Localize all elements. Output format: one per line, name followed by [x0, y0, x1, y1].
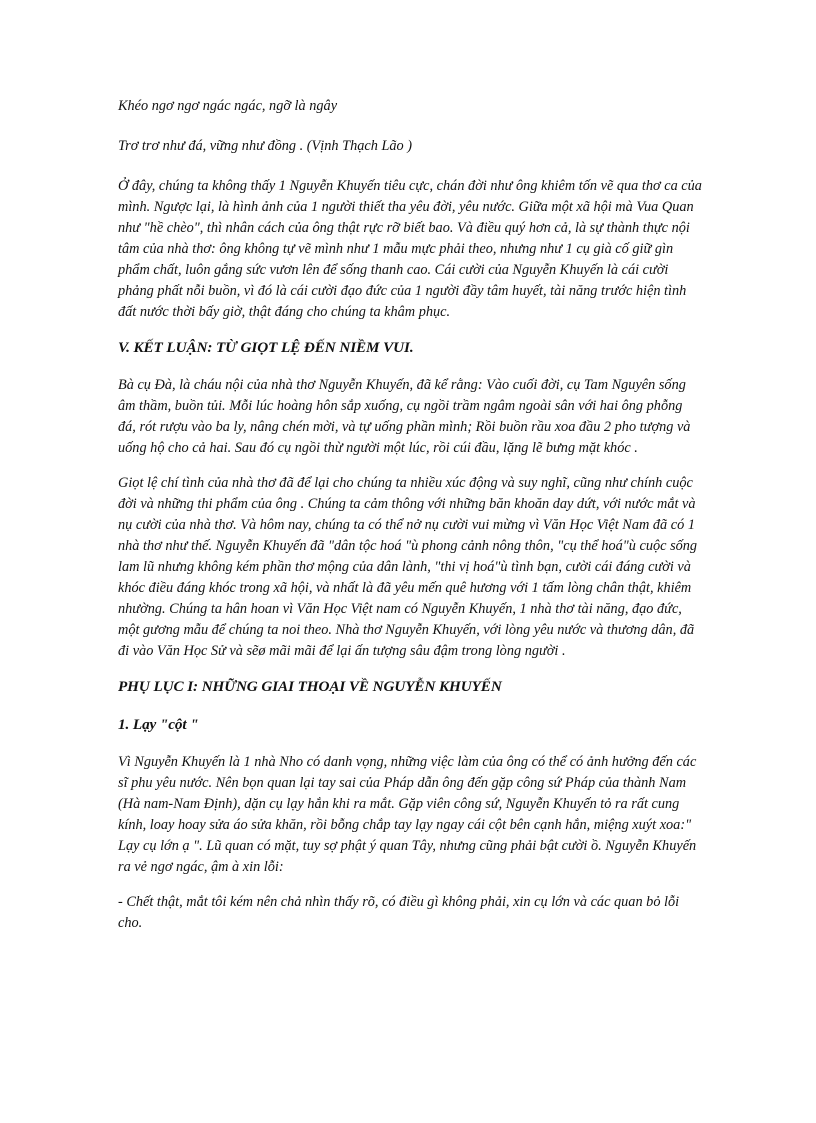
- heading-appendix: PHỤ LỤC I: NHỮNG GIAI THOẠI VỀ NGUYỄN KHUYẾN: [118, 678, 502, 695]
- verse-line-2: Trơ trơ như đá, vững như đồng . (Vịnh Thạch Lão ): [118, 138, 413, 154]
- heading-anecdote-1: 1. Lạy "cột ": [118, 716, 199, 733]
- paragraph-anecdote-ba-cu-da: Bà cụ Đà, là cháu nội của nhà thơ Nguyễn Khuyến, đã kể rằng: Vào cuối đời, cụ Tam Nguyên sống âm thầm, buồn tủi. Mỗi lúc hoàng hôn sắp xuống, cụ ngồi trầm ngâm ngoài sân với hai ông phỗng đá, rót rượu vào ba ly, nâng chén mời, và tự uống phần mình; Rồi buồn rầu xoa đầu 2 pho tượng và uống hộ cho cả hai. Sau đó cụ ngồi thừ người một lúc, rồi cúi đầu, lặng lẽ bưng mặt khóc .: [118, 377, 691, 456]
- paragraph-reflection: Ở đây, chúng ta không thấy 1 Nguyễn Khuyến tiêu cực, chán đời như ông khiêm tốn vẽ qua thơ ca của mình. Ngược lại, là hình ảnh của 1 người thiết tha yêu đời, yêu nước. Giữa một xã hội mà Vua Quan như "hề chèo", thì nhân cách của ông thật rực rỡ biết bao. Và điều quý hơn cả, là sự thành thực nội tâm của nhà thơ: ông không tự vẽ mình như 1 mẫu mực phải theo, nhưng như 1 cụ già cố giữ gìn phẩm chất, luôn gắng sức vươn lên để sống thanh cao. Cái cười của Nguyễn Khuyến là cái cười phảng phất nỗi buồn, vì đó là cái cười đạo đức của 1 người đầy tâm huyết, tài năng trước hiện tình đất nước thời bấy giờ, thật đáng cho chúng ta khâm phục.: [118, 178, 702, 320]
- paragraph-anecdote-bowing: Vì Nguyễn Khuyến là 1 nhà Nho có danh vọng, những việc làm của ông có thể có ảnh hưởng đến các sĩ phu yêu nước. Nên bọn quan lại tay sai của Pháp dẫn ông đến gặp công sứ Pháp của thành Nam (Hà nam-Nam Định), dặn cụ lạy hắn khi ra mắt. Gặp viên công sứ, Nguyễn Khuyến tỏ ra rất cung kính, loay hoay sửa áo sửa khăn, rồi bỗng chắp tay lạy ngay cái cột bên cạnh hắn, miệng xuýt xoa:" Lạy cụ lớn ạ ". Lũ quan có mặt, tuy sợ phật ý quan Tây, nhưng cũng phải bật cười ồ. Nguyễn Khuyến ra vẻ ngơ ngác, ậm à xin lỗi:: [118, 754, 697, 875]
- document-page: [118, 96, 703, 934]
- verse-line-1: Khéo ngơ ngơ ngác ngác, ngỡ là ngây: [118, 98, 338, 114]
- paragraph-tears-of-poet: Giọt lệ chí tình của nhà thơ đã để lại cho chúng ta nhiều xúc động và suy nghĩ, cũng như chính cuộc đời và những thi phẩm của ông . Chúng ta cảm thông với những băn khoăn day dứt, với nước mắt và nụ cười của nhà thơ. Và hôm nay, chúng ta có thể nở nụ cười vui mừng vì Văn Học Việt Nam đã có 1 nhà thơ như thế. Nguyễn Khuyến đã "dân tộc hoá "ù phong cảnh nông thôn, "cụ thể hoá"ù cuộc sống lam lũ nhưng không kém phần thơ mộng của dân lành, "thi vị hoá"ù tình bạn, cười cái đáng cười và khóc điều đáng khóc trong xã hội, và nhất là đã yêu mến quê hương với 1 tấm lòng chân thật, khiêm nhường. Chúng ta hân hoan vì Văn Học Việt nam có Nguyễn Khuyến, 1 nhà thơ tài năng, đạo đức, một gương mẫu để chúng ta noi theo. Nhà thơ Nguyễn Khuyến, với lòng yêu nước và thương dân, đã đi vào Văn Học Sử và sẽø mãi mãi để lại ấn tượng sâu đậm trong lòng người .: [118, 475, 698, 659]
- dialog-line: - Chết thật, mắt tôi kém nên chả nhìn thấy rõ, có điều gì không phải, xin cụ lớn và các quan bỏ lỗi cho.: [118, 894, 680, 931]
- heading-conclusion: V. KẾT LUẬN: TỪ GIỌT LỆ ĐẾN NIỀM VUI.: [118, 339, 414, 356]
